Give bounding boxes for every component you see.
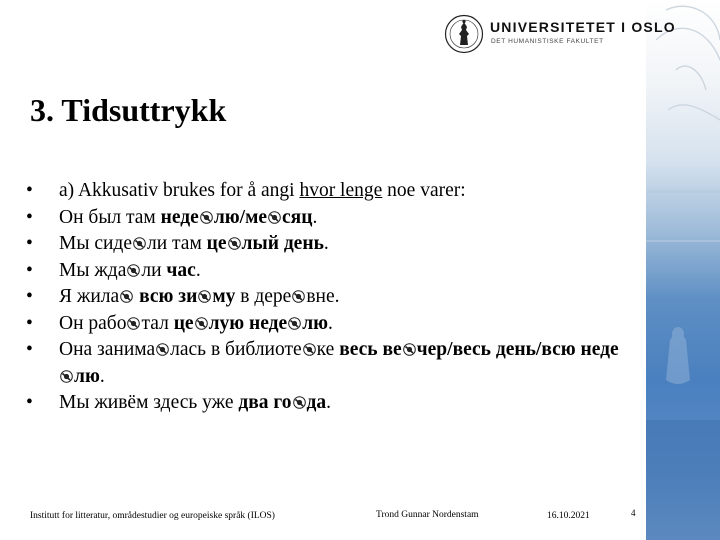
bullet-marker: • <box>26 286 33 307</box>
text: вне. <box>306 286 340 307</box>
bold-text: да <box>306 392 327 413</box>
stress-mark-icon <box>268 211 281 224</box>
bold-text: му <box>212 286 236 307</box>
bullet-item <box>26 231 626 258</box>
university-name: UNIVERSITETET I OSLO <box>490 19 676 35</box>
text: Мы живём здесь уже <box>59 392 239 413</box>
stress-mark-icon <box>403 343 416 356</box>
stress-mark-icon <box>195 317 208 330</box>
bullet-item <box>26 390 626 417</box>
stress-mark-icon <box>200 211 213 224</box>
bullet-marker: • <box>26 206 33 228</box>
stress-mark-icon <box>127 264 140 277</box>
bold-text: два го <box>238 392 292 413</box>
text: Мы жда <box>59 259 127 281</box>
text: . <box>195 259 201 281</box>
bullet-item <box>26 284 626 311</box>
bullet-marker: • <box>26 259 33 281</box>
university-seal-icon <box>444 14 484 54</box>
stress-mark-icon <box>133 237 146 250</box>
text: Я жила <box>59 286 120 307</box>
bold-text: лый день <box>241 233 324 254</box>
text: в дере <box>235 286 292 307</box>
bullet-marker: • <box>26 312 33 334</box>
bold-text: це <box>173 312 194 334</box>
bullet-item <box>26 258 626 285</box>
footer-institute: Institutt for litteratur, områdestudier og europeiske språk (ILOS) <box>30 511 275 521</box>
slide-title: 3. Tidsuttrykk <box>30 92 227 128</box>
footer-date: 16.10.2021 <box>547 511 590 521</box>
bold-text: це <box>206 233 227 254</box>
stress-mark-icon <box>303 343 316 356</box>
text: noe varer: <box>382 180 466 201</box>
text: тал <box>141 312 174 334</box>
text: a) Akkusativ brukes for å angi <box>59 180 300 201</box>
bullet-item <box>26 178 626 205</box>
text: Он был там <box>59 206 161 228</box>
text: Она занима <box>59 339 156 360</box>
bold-text: весь ве <box>339 339 402 360</box>
bullet-marker: • <box>26 392 33 413</box>
bold-text: всю зи <box>134 286 198 307</box>
stress-mark-icon <box>156 343 169 356</box>
stress-mark-icon <box>127 317 140 330</box>
bullet-item <box>26 205 626 232</box>
page-number: 4 <box>631 508 636 518</box>
statue-illustration <box>646 0 720 540</box>
bold-text: чер/весь день/всю неде <box>416 339 619 360</box>
text: . <box>99 365 105 387</box>
stress-mark-icon <box>60 370 73 383</box>
bold-text: лую неде <box>208 312 288 334</box>
stress-mark-icon <box>198 290 211 303</box>
stress-mark-icon <box>288 317 301 330</box>
bullet-list <box>26 178 626 417</box>
text: лась в библиоте <box>170 339 302 360</box>
decorative-side-panel <box>646 0 720 540</box>
bold-text: лю <box>302 312 329 334</box>
bullet-item <box>26 311 626 338</box>
stress-mark-icon <box>292 290 305 303</box>
stress-mark-icon <box>120 290 133 303</box>
bold-text: час <box>166 259 196 281</box>
bold-text: неде <box>160 206 199 228</box>
university-logo <box>444 14 676 54</box>
bullet-marker: • <box>26 233 33 254</box>
text: ли там <box>146 233 207 254</box>
text: ли <box>141 259 167 281</box>
bold-text: сяц <box>282 206 313 228</box>
text: Он рабо <box>59 312 127 334</box>
text: . <box>312 206 318 228</box>
footer-author: Trond Gunnar Nordenstam <box>376 510 479 520</box>
text: . <box>323 233 329 254</box>
bold-text: лю/ме <box>213 206 268 228</box>
underlined-text: hvor lenge <box>299 180 383 201</box>
text: . <box>328 312 333 334</box>
bullet-marker: • <box>26 339 33 360</box>
faculty-name: DET HUMANISTISKE FAKULTET <box>491 38 604 45</box>
text: ке <box>316 339 340 360</box>
bullet-marker: • <box>26 180 33 201</box>
bullet-item <box>26 337 626 390</box>
bold-text: лю <box>74 365 100 387</box>
text: . <box>326 392 332 413</box>
text: Мы сиде <box>59 233 132 254</box>
stress-mark-icon <box>293 396 306 409</box>
stress-mark-icon <box>228 237 241 250</box>
